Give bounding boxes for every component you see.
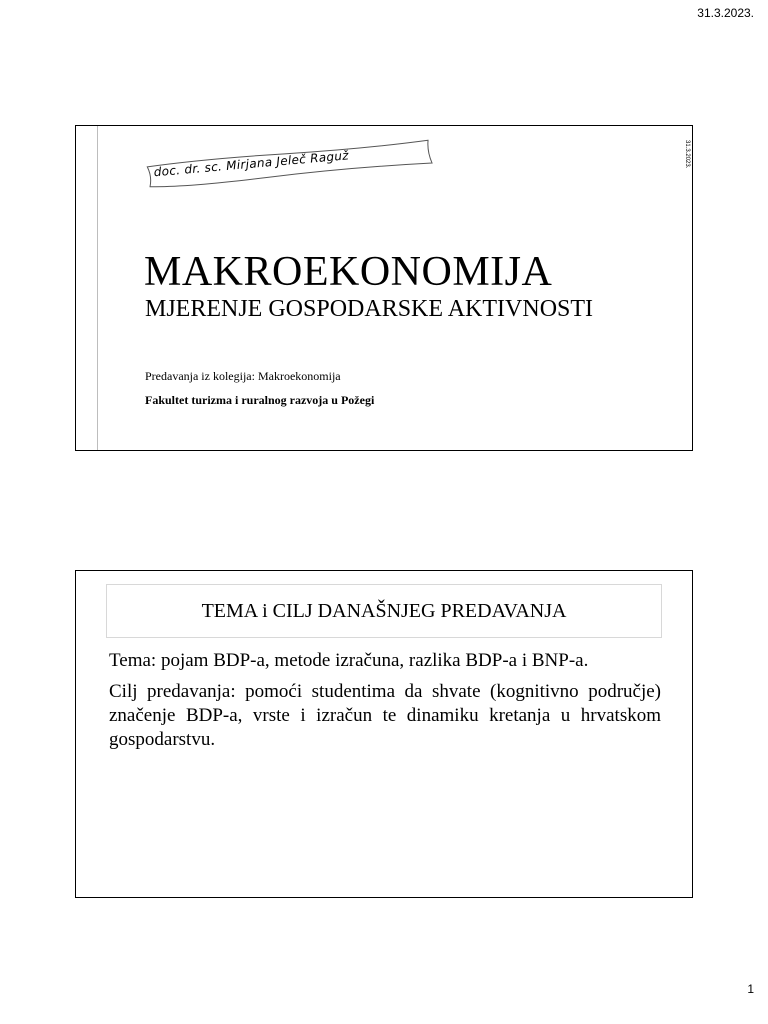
slide-date: 31.3.2023. <box>684 140 690 169</box>
title-slide <box>75 125 693 451</box>
author-tag <box>145 137 432 188</box>
course-line: Predavanja iz kolegija: Makroekonomija <box>145 369 341 383</box>
faculty-line: Fakultet turizma i ruralnog razvoja u Požegi <box>145 393 375 407</box>
author-name: doc. dr. sc. Mirjana Jelеč Raguž <box>153 148 350 180</box>
slide-subtitle: MJERENJE GOSPODARSKE AKTIVNOSTI <box>145 296 594 322</box>
topic-slide-body <box>109 649 661 759</box>
topic-slide <box>75 570 693 898</box>
page-date: 31.3.2023. <box>697 6 754 20</box>
topic-slide-title: TEMA i CILJ DANAŠNJEG PREDAVANJA <box>106 584 662 638</box>
slide-title: MAKROEKONOMIJA <box>144 249 553 295</box>
page-number: 1 <box>747 982 754 996</box>
slide-margin-rule <box>97 126 98 450</box>
topic-paragraph: Tema: pojam BDP-a, metode izračuna, razlika BDP-a i BNP-a. <box>109 650 589 671</box>
goal-paragraph: Cilj predavanja: pomoći studentima da shvate (kognitivno područje) značenje BDP-a, vrste i izračun te dinamiku kretanja u hrvatskom gospodarstvu. <box>109 681 661 750</box>
